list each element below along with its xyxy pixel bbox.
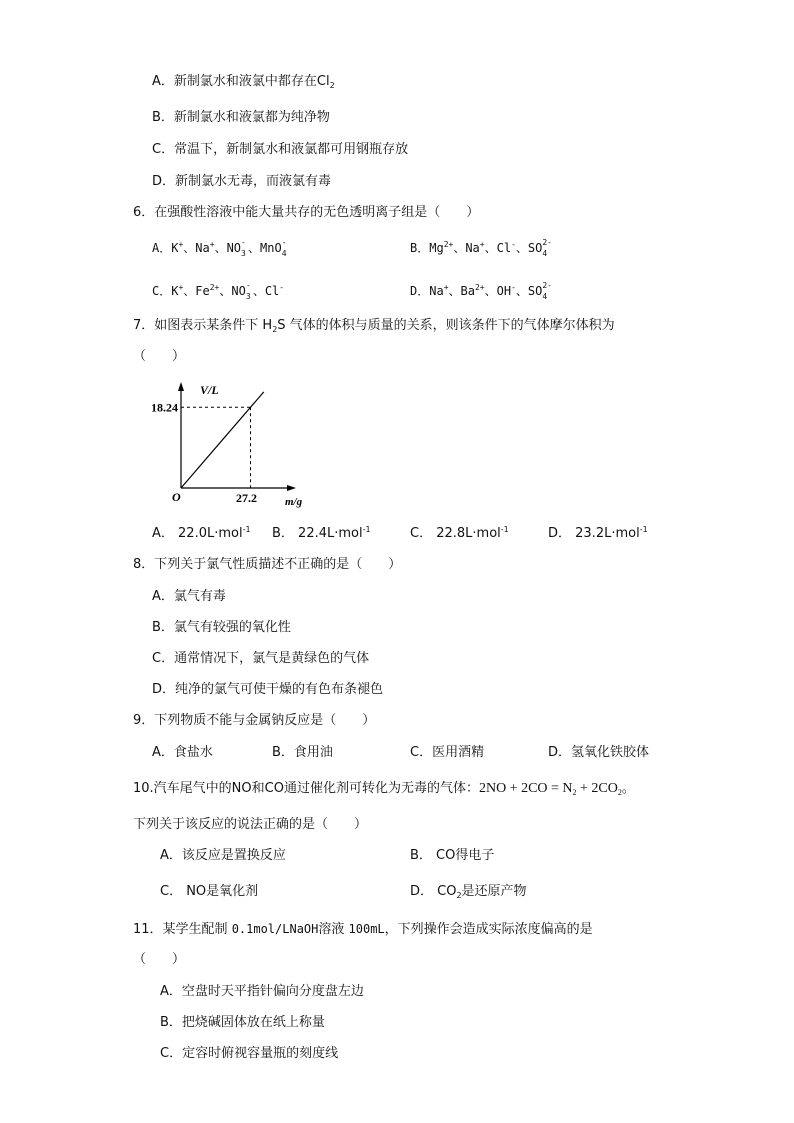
q7-option-a: A． 22.0L·mol$^{-1}$ — [152, 525, 251, 541]
x-axis-arrow — [287, 485, 296, 491]
origin-label: O — [172, 490, 181, 504]
q9-stem: 9．下列物质不能与金属钠反应是（ ） — [133, 713, 376, 728]
q8-option-b: B．氯气有较强的氧化性 — [152, 620, 291, 635]
q11-option-b: B．把烧碱固体放在纸上称量 — [160, 1015, 325, 1030]
q11-stem: 11．某学生配制 0.1mol/LNaOH溶液 100mL，下列操作会造成实际浓度偏高的是 — [133, 922, 593, 937]
q10-option-b: B． CO得电子 — [410, 848, 495, 863]
y-axis-label: V/L — [200, 383, 219, 397]
q10-option-c: C． NO是氧化剂 — [160, 884, 259, 899]
q7-stem: 7．如图表示某条件下 $H_2S$ 气体的体积与质量的关系，则该条件下的气体摩尔体积为 — [133, 318, 615, 334]
data-line — [181, 392, 264, 488]
q8-option-c: C．通常情况下，氯气是黄绿色的气体 — [152, 651, 370, 666]
q7-option-b: B． 22.4L·mol$^{-1}$ — [272, 525, 371, 541]
q5-option-b: B．新制氯水和液氯都为纯净物 — [152, 110, 330, 125]
q5-option-d: D．新制氯水无毒，而液氯有毒 — [152, 174, 332, 189]
q5-option-a: A．新制氯水和液氯中都存在$Cl_2$ — [152, 74, 335, 90]
q9-option-a: A．食盐水 — [152, 745, 213, 760]
x-axis-label: m/g — [285, 496, 303, 508]
q9-option-b: B．食用油 — [272, 745, 333, 760]
q11-option-a: A．空盘时天平指针偏向分度盘左边 — [160, 984, 364, 999]
q9-option-d: D．氢氧化铁胶体 — [548, 745, 650, 760]
q8-option-d: D．纯净的氯气可使干燥的有色布条褪色 — [152, 682, 384, 697]
q10-stem: 10.汽车尾气中的NO和CO通过催化剂可转化为无毒的气体：$2NO + 2CO = N_2 + 2CO_2$。 — [133, 781, 635, 797]
volume-mass-chart — [140, 370, 340, 520]
q6-option-b: B．$Mg^{2+}$、Na+、Cl-、SO 2- 4 — [410, 238, 552, 258]
q7-paren: （ ） — [133, 349, 186, 364]
q9-option-c: C．医用酒精 — [410, 745, 485, 760]
reaction-equation: $2NO + 2CO = N_2 + 2CO_2$ — [478, 781, 622, 797]
q11-paren: （ ） — [133, 952, 186, 967]
q6-stem: 6．在强酸性溶液中能大量共存的无色透明离子组是（ ） — [133, 205, 480, 220]
q11-option-c: C．定容时俯视容量瓶的刻度线 — [160, 1046, 339, 1061]
q5-option-c: C．常温下，新制氯水和液氯都可用钢瓶存放 — [152, 142, 409, 157]
y-tick-label: 18.24 — [151, 400, 178, 415]
q10-option-d: D． $CO_2$是还原产物 — [410, 884, 527, 900]
q10-option-a: A．该反应是置换反应 — [160, 848, 286, 863]
q6-option-a: A．K+、Na+、NO - 3 、MnO - 4 — [152, 238, 287, 258]
q10-stem-2: 下列关于该反应的说法正确的是（ ） — [133, 817, 368, 832]
q6-option-c: C．K+、$Fe^{2+}$、NO - 3 、Cl- — [152, 281, 285, 301]
q8-stem: 8．下列关于氯气性质描述不正确的是（ ） — [133, 557, 402, 572]
q7-option-c: C． 22.8L·mol$^{-1}$ — [410, 525, 509, 541]
q7-option-d: D． 23.2L·mol$^{-1}$ — [548, 525, 648, 541]
y-axis-arrow — [178, 382, 184, 391]
q6-option-d: D．Na+、$Ba^{2+}$、OH-、SO 2- 4 — [410, 281, 552, 301]
x-tick-label: 27.2 — [236, 491, 258, 505]
q8-option-a: A．氯气有毒 — [152, 589, 226, 604]
